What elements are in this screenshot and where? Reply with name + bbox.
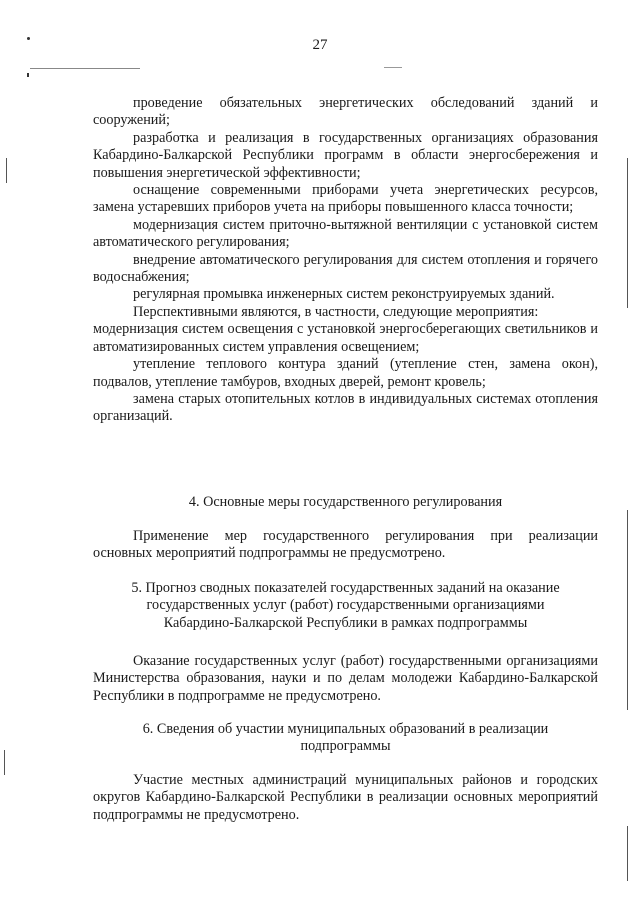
section-6-heading: 6. Сведения об участии муниципальных образований в реализации подпрограммы: [142, 721, 549, 755]
list-item: разработка и реализация в государственных организациях образования Кабардино-Балкарской Республики программ в области энергосбережения и повышения энергетической эффективности;: [93, 129, 598, 181]
scan-artifact: [6, 158, 7, 183]
paragraph: Применение мер государственного регулирования при реализации основных мероприятий подпрограммы не предусмотрено.: [93, 528, 598, 562]
page-number: 27: [312, 37, 328, 53]
section-5-text: [93, 653, 598, 705]
scan-artifact: [627, 158, 628, 308]
section-4-heading: 4. Основные меры государственного регулирования: [188, 494, 503, 510]
scan-artifact: [384, 67, 402, 68]
list-item: оснащение современными приборами учета энергетических ресурсов, замена устаревших приборов учета на приборы повышенного класса точности;: [93, 182, 598, 216]
section-4-text: [93, 528, 598, 563]
list-item: модернизация систем освещения с установкой энергосберегающих светильников и автоматизированных систем управления освещением;: [93, 321, 598, 355]
list-item: замена старых отопительных котлов в индивидуальных системах отопления организаций.: [93, 390, 598, 425]
scan-artifact: [30, 68, 140, 69]
measures-list: [93, 95, 598, 426]
section-5-heading: 5. Прогноз сводных показателей государственных заданий на оказание государственных услуг (работ) государственными организациями Кабардино-Балкарской Республики в рамках подпрограммы: [131, 580, 560, 631]
scan-artifact: [4, 750, 5, 775]
paragraph: Участие местных администраций муниципальных районов и городских округов Кабардино-Балкарской Республики в реализации основных мероприятий подпрограммы не предусмотрено.: [93, 772, 598, 823]
scan-artifact: [627, 826, 628, 881]
scan-artifact: [27, 73, 29, 77]
list-item: утепление теплового контура зданий (утепление стен, замена окон), подвалов, утепление тамбуров, входных дверей, ремонт кровель;: [93, 356, 598, 390]
paragraph: Оказание государственных услуг (работ) государственными организациями Министерства образования, науки и по делам молодежи Кабардино-Балкарской Республики в подпрограмме не предусмотрено.: [93, 653, 598, 704]
list-item: модернизация систем приточно-вытяжной вентиляции с установкой систем автоматического регулирования;: [93, 216, 598, 251]
scan-artifact: [627, 510, 628, 710]
list-item: Перспективными являются, в частности, следующие мероприятия:: [133, 303, 539, 320]
list-item: проведение обязательных энергетических обследований зданий и сооружений;: [93, 95, 598, 129]
list-item: внедрение автоматического регулирования для систем отопления и горячего водоснабжения;: [93, 251, 598, 286]
list-item: регулярная промывка инженерных систем реконструируемых зданий.: [133, 286, 555, 303]
section-6-text: [93, 772, 598, 824]
